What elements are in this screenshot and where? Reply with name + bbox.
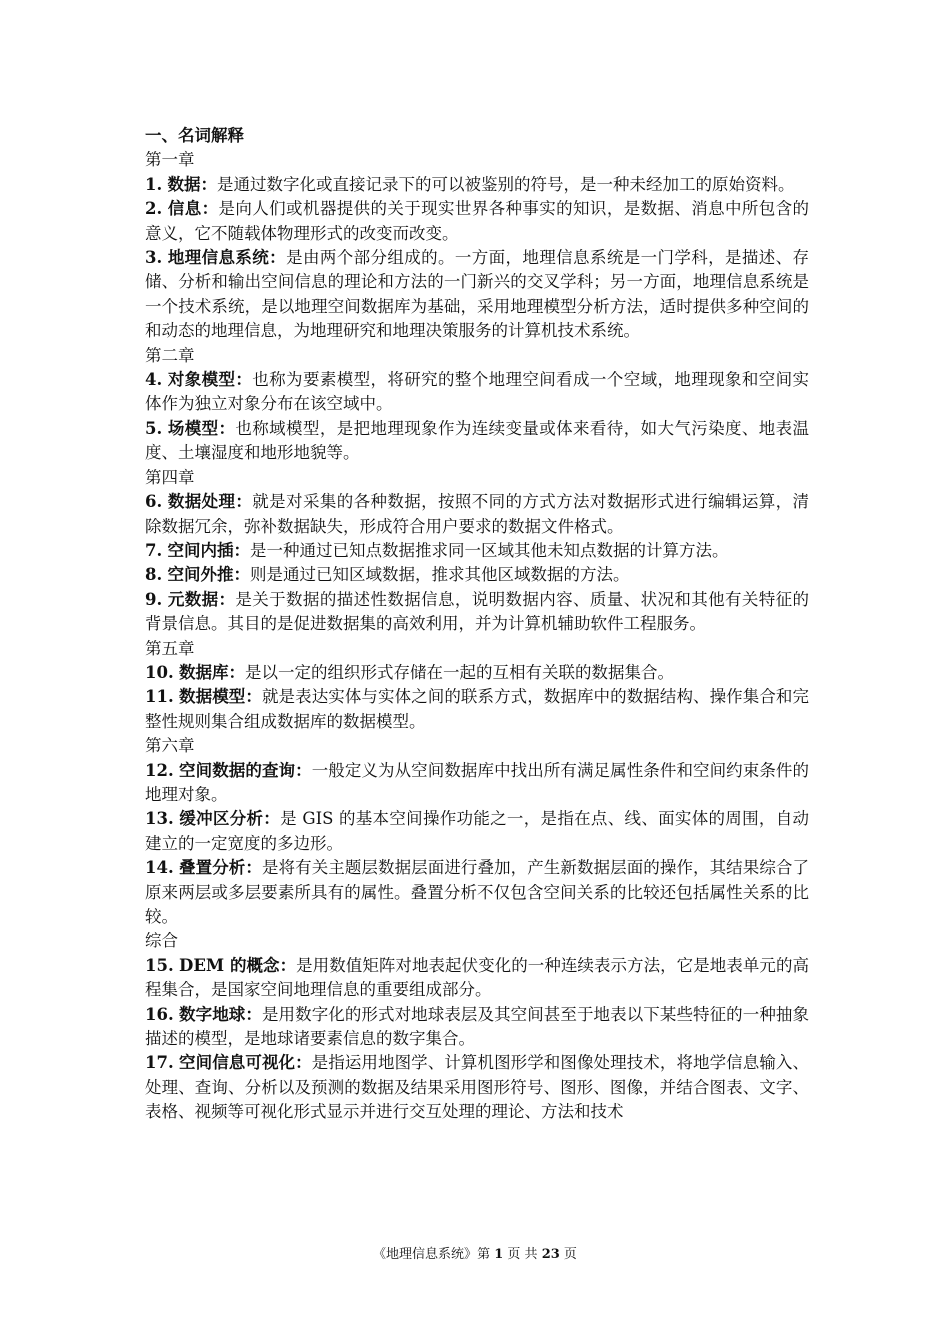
- section-title: 一、名词解释: [145, 126, 244, 145]
- entry-definition: 是指运用地图学、计算机图形学和图像处理技术，将地学信息输入、处理、查询、分析以及预测的数据及结果采用图形符号、图形、图像，并结合图表、文字、表格、视频等可视化形式显示并进行交互处理的理论、方法和技术: [145, 1053, 810, 1122]
- glossary-list: [145, 148, 809, 1124]
- entry-number: 11.: [145, 687, 174, 707]
- footer-page-prefix: 第: [477, 1247, 491, 1262]
- entry-number: 4.: [145, 370, 163, 390]
- entry-term: 地理信息系统：: [167, 248, 287, 268]
- entry-term: 元数据：: [167, 589, 236, 609]
- chapter-heading: 第四章: [145, 467, 195, 487]
- chapter-heading: 第一章: [145, 150, 195, 170]
- glossary-entry: [145, 661, 809, 685]
- document-body: [145, 124, 809, 1125]
- entry-term: DEM 的概念：: [179, 955, 297, 975]
- entry-number: 8.: [145, 565, 163, 585]
- glossary-entry: [145, 1051, 809, 1124]
- entry-term: 空间数据的查询：: [179, 760, 312, 780]
- entry-definition: 是一种通过已知点数据推求同一区域其他未知点数据的计算方法。: [249, 540, 729, 560]
- entry-number: 9.: [145, 589, 163, 609]
- entry-number: 13.: [145, 809, 174, 829]
- entry-term: 空间信息可视化：: [179, 1053, 312, 1073]
- entry-number: 6.: [145, 492, 163, 512]
- entry-term: 缓冲区分析：: [179, 809, 281, 829]
- glossary-entry: [145, 539, 809, 563]
- entry-number: 17.: [145, 1053, 174, 1073]
- entry-definition: 是以一定的组织形式存储在一起的互相有关联的数据集合。: [244, 662, 674, 682]
- glossary-entry: [145, 246, 809, 344]
- glossary-entry: [145, 173, 809, 197]
- entry-term: 数据处理：: [167, 492, 253, 512]
- entry-definition: 是 GIS 的基本空间操作功能之一，是指在点、线、面实体的周围，自动建立的一定宽度的多边形。: [145, 809, 809, 853]
- glossary-entry: [145, 368, 809, 417]
- entry-term: 数据库：: [178, 662, 245, 682]
- entry-definition: 就是表达实体与实体之间的联系方式，数据库中的数据结构、操作集合和完整性规则集合组成数据库的数据模型。: [145, 687, 810, 731]
- entry-number: 14.: [145, 858, 174, 878]
- entry-definition: 也称域模型，是把地理现象作为连续变量或体来看待，如大气污染度、地表温度、土壤湿度和地形地貌等。: [145, 418, 810, 463]
- chapter-heading: 第二章: [145, 345, 195, 365]
- entry-definition: 是用数值矩阵对地表起伏变化的一种连续表示方法，它是地表单元的高程集合，是国家空间地理信息的重要组成部分。: [145, 955, 809, 1000]
- footer-page-number: 1: [494, 1247, 504, 1262]
- entry-definition: 是关于数据的描述性数据信息，说明数据内容、质量、状况和其他有关特征的背景信息。其目的是促进数据集的高效利用，并为计算机辅助软件工程服务。: [145, 589, 810, 634]
- entry-definition: 是由两个部分组成的。一方面，地理信息系统是一门学科，是描述、存储、分析和输出空间信息的理论和方法的一门新兴的交叉学科；另一方面，地理信息系统是一个技术系统，是以地理空间数据库为基础，采用地理模型分析方法，适时提供多种空间的和动态的地理信息，为地理研究和地理决策服务的计算机技术系统。: [145, 248, 810, 341]
- entry-number: 16.: [145, 1004, 174, 1024]
- entry-term: 信息：: [167, 199, 219, 219]
- footer-book-title: 《地理信息系统》: [373, 1247, 478, 1262]
- entry-definition: 是用数字化的形式对地球表层及其空间甚至于地表以下某些特征的一种抽象描述的模型，是地球诸要素信息的数字集合。: [145, 1004, 810, 1049]
- entry-definition: 是通过数字化或直接记录下的可以被鉴别的符号，是一种未经加工的原始资料。: [216, 174, 795, 194]
- entry-term: 场模型：: [167, 418, 236, 438]
- entry-number: 1.: [145, 174, 163, 194]
- glossary-entry: [145, 954, 809, 1003]
- glossary-entry: [145, 197, 809, 246]
- entry-term: 数据：: [167, 174, 217, 194]
- entry-definition: 也称为要素模型，将研究的整个地理空间看成一个空域，地理现象和空间实体作为独立对象分布在该空域中。: [145, 370, 810, 414]
- entry-definition: 是将有关主题层数据层面进行叠加，产生新数据层面的操作，其结果综合了原来两层或多层要素所具有的属性。叠置分析不仅包含空间关系的比较还包括属性关系的比较。: [145, 858, 810, 926]
- entry-term: 数字地球：: [179, 1004, 262, 1024]
- entry-term: 对象模型：: [167, 370, 253, 390]
- entry-number: 3.: [145, 248, 163, 268]
- footer-page-mid: 页 共: [507, 1247, 538, 1262]
- entry-term: 空间内插：: [167, 540, 250, 560]
- entry-number: 12.: [145, 760, 174, 780]
- glossary-entry: [145, 417, 809, 466]
- entry-definition: 则是通过已知区域数据，推求其他区域数据的方法。: [249, 565, 630, 585]
- glossary-entry: [145, 807, 809, 856]
- glossary-entry: [145, 685, 809, 734]
- page-footer: [0, 1246, 950, 1264]
- chapter-heading: 综合: [145, 931, 178, 951]
- glossary-entry: [145, 490, 809, 539]
- footer-total-pages: 23: [541, 1247, 560, 1262]
- glossary-entry: [145, 856, 809, 929]
- entry-definition: 是向人们或机器提供的关于现实世界各种事实的知识，是数据、消息中所包含的意义，它不随载体物理形式的改变而改变。: [145, 199, 810, 243]
- footer-page-suffix: 页: [563, 1247, 577, 1262]
- entry-term: 空间外推：: [167, 565, 250, 585]
- chapter-heading: 第五章: [145, 638, 195, 658]
- glossary-entry: [145, 1003, 809, 1052]
- entry-term: 叠置分析：: [179, 858, 262, 878]
- entry-number: 15.: [145, 955, 174, 975]
- glossary-entry: [145, 588, 809, 637]
- entry-number: 7.: [145, 540, 163, 560]
- glossary-entry: [145, 563, 809, 587]
- glossary-entry: [145, 759, 809, 808]
- entry-definition: 就是对采集的各种数据，按照不同的方式方法对数据形式进行编辑运算，清除数据冗余，弥补数据缺失，形成符合用户要求的数据文件格式。: [145, 492, 810, 536]
- entry-number: 2.: [145, 199, 163, 219]
- chapter-heading: 第六章: [145, 736, 195, 756]
- entry-term: 数据模型：: [179, 687, 262, 707]
- entry-number: 5.: [145, 418, 163, 438]
- entry-number: 10.: [145, 662, 174, 682]
- entry-definition: 一般定义为从空间数据库中找出所有满足属性条件和空间约束条件的地理对象。: [145, 760, 810, 804]
